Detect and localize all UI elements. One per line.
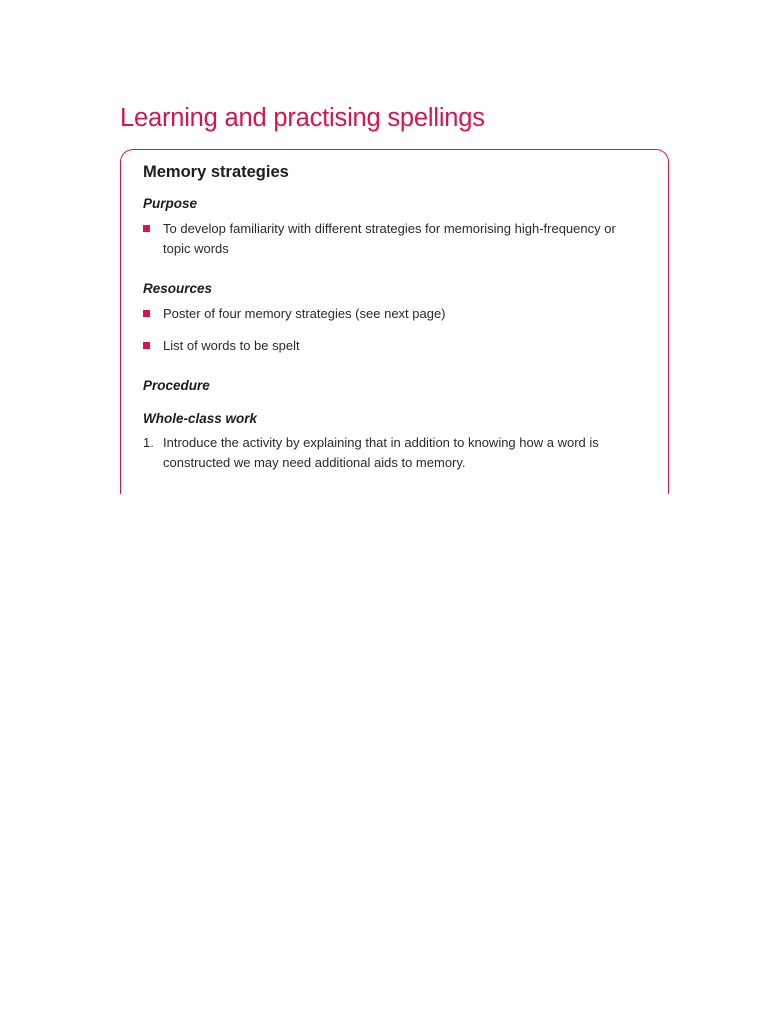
square-bullet-icon [143,342,150,349]
purpose-bullet-item [143,219,643,259]
resources-heading: Resources [143,281,213,296]
whole-class-work-heading: Whole-class work [143,411,258,426]
step-number: 1. [143,435,154,450]
resources-bullet-item [143,336,643,356]
square-bullet-icon [143,310,150,317]
procedure-heading: Procedure [143,378,210,393]
step-text: Introduce the activity by explaining that in addition to knowing how a word is constructed we may need additional aids to memory. [163,435,599,470]
resources-bullet-text: Poster of four memory strategies (see next page) [163,306,446,321]
panel-heading: Memory strategies [143,163,289,181]
resources-bullet-item [143,304,643,324]
resources-bullet-text: List of words to be spelt [163,338,300,353]
purpose-bullet-text: To develop familiarity with different strategies for memorising high-frequency or topic words [163,221,616,256]
purpose-heading: Purpose [143,196,198,211]
memory-strategies-panel [120,149,669,494]
procedure-step [143,433,643,473]
square-bullet-icon [143,225,150,232]
page-title: Learning and practising spellings [120,104,485,132]
